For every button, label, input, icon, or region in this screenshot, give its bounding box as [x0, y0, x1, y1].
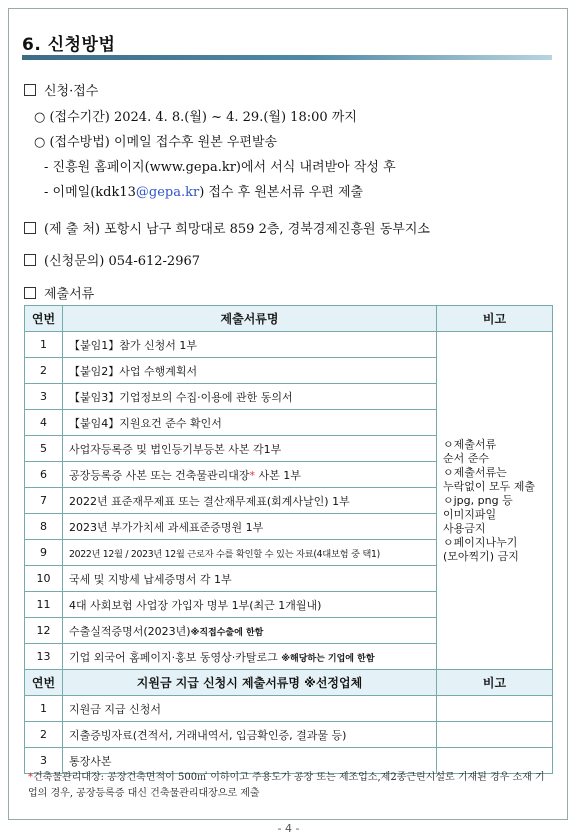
- title-underline-bar: [22, 55, 552, 60]
- note-line: 순서 준수: [443, 451, 490, 465]
- row-name-text: 수출실적증명서(2023년): [69, 624, 191, 638]
- row-note: [437, 722, 553, 748]
- submit-to: [24, 218, 430, 237]
- footnote-marker: *: [28, 772, 33, 783]
- row-remark: ※해당하는 기업에 한함: [281, 653, 375, 664]
- docs-heading-text: 제출서류: [44, 287, 95, 302]
- row-no: 1: [25, 696, 63, 722]
- row-no: 12: [25, 618, 63, 644]
- header-name: 제출서류명: [63, 306, 437, 332]
- table-header: [25, 306, 553, 332]
- note-line: (모아찍기) 금지: [443, 549, 519, 563]
- row-no: 3: [25, 384, 63, 410]
- row-name: 【붙임4】지원요건 준수 확인서: [63, 410, 437, 436]
- apply-heading-text: 신청·접수: [44, 84, 99, 99]
- docs-heading: [24, 283, 94, 302]
- header-no: 연번: [25, 306, 63, 332]
- row-name: [63, 644, 437, 670]
- note-line: ㅇ제출서류: [443, 437, 497, 451]
- row-no: 7: [25, 488, 63, 514]
- table-row: [25, 722, 553, 748]
- row-name: 지출증빙자료(견적서, 거래내역서, 입금확인증, 결과물 등): [63, 722, 437, 748]
- note-line: ㅇjpg, png 등: [443, 493, 513, 507]
- row-name: 사업자등록증 및 법인등기부등본 사본 각1부: [63, 436, 437, 462]
- row-no: 13: [25, 644, 63, 670]
- row-no: 11: [25, 592, 63, 618]
- section-title: 6. 신청방법: [22, 35, 116, 55]
- note-line: ㅇ페이지나누기: [443, 535, 518, 549]
- header-no: 연번: [25, 670, 63, 696]
- footnote: [28, 770, 554, 802]
- page-number: - 4 -: [277, 822, 300, 835]
- footnote-marker: *: [249, 468, 256, 482]
- row-no: 5: [25, 436, 63, 462]
- row-note: [437, 696, 553, 722]
- row-name: 2022년 12월 / 2023년 12월 근로자 수를 확인할 수 있는 자료(4대보험 중 택1): [63, 540, 437, 566]
- row-name: 4대 사회보험 사업장 가입자 명부 1부(최근 1개월내): [63, 592, 437, 618]
- apply-sub1: - 진흥원 홈페이지(www.gepa.kr)에서 서식 내려받아 작성 후: [44, 160, 396, 175]
- row-name: 【붙임1】참가 신청서 1부: [63, 332, 437, 358]
- email-prefix: - 이메일(kdk13: [44, 185, 136, 200]
- submit-to-text: (제 출 처) 포항시 남구 희망대로 859 2층, 경북경제진흥원 동부지소: [44, 222, 430, 237]
- row-no: 10: [25, 566, 63, 592]
- inquiry: [24, 250, 200, 269]
- header-note: 비고: [437, 306, 553, 332]
- row-name: 국세 및 지방세 납세증명서 각 1부: [63, 566, 437, 592]
- row-no: 8: [25, 514, 63, 540]
- row-no: 3: [25, 748, 63, 774]
- checkbox-icon: [24, 222, 36, 234]
- checkbox-icon: [24, 287, 36, 299]
- email-suffix: ) 접수 후 원본서류 우편 제출: [199, 185, 364, 200]
- header-name: 지원금 지급 신청시 제출서류명 ※선정업체: [63, 670, 437, 696]
- footnote-text: 건축물관리대장: 공장건축면적이 500㎡ 이하이고 주용도가 공장 또는 제조업소,제2종근린시설로 기재된 경우 소재 기업의 경우, 공장등록증 대신 건축물관리대장으로 제출: [28, 772, 545, 799]
- row-no: 6: [25, 462, 63, 488]
- row-no: 1: [25, 332, 63, 358]
- row-remark: ※직접수출에 한함: [190, 627, 264, 638]
- row-name: 지원금 지급 신청서: [63, 696, 437, 722]
- row-no: 2: [25, 358, 63, 384]
- note-cell: [437, 332, 553, 670]
- header-note: 비고: [437, 670, 553, 696]
- row-no: 9: [25, 540, 63, 566]
- row-no: 2: [25, 722, 63, 748]
- table-row: [25, 332, 553, 358]
- apply-period: ○ (접수기간) 2024. 4. 8.(월) ~ 4. 29.(월) 18:00 까지: [34, 110, 357, 125]
- row-name: 2023년 부가가치세 과세표준증명원 1부: [63, 514, 437, 540]
- row-name: 통장사본: [63, 748, 437, 774]
- checkbox-icon: [24, 254, 36, 266]
- inquiry-text: (신청문의) 054-612-2967: [44, 254, 201, 269]
- email-domain-link[interactable]: @gepa.kr: [135, 185, 200, 200]
- checkbox-icon: [24, 84, 36, 96]
- row-name: 【붙임2】사업 수행계획서: [63, 358, 437, 384]
- note-line: 이미지파일: [443, 507, 497, 521]
- note-line: 누락없이 모두 제출: [443, 479, 536, 493]
- note-line: ㅇ제출서류는: [443, 465, 507, 479]
- row-name-text: 공장등록증 사본 또는 건축물관리대장: [69, 468, 250, 482]
- table-row: [25, 696, 553, 722]
- row-name-text: 기업 외국어 홈페이지·홍보 동영상·카탈로그: [69, 650, 282, 664]
- row-name: [63, 618, 437, 644]
- note-line: 사용금지: [443, 521, 486, 535]
- row-name: 2022년 표준재무제표 또는 결산재무제표(회계사날인) 1부: [63, 488, 437, 514]
- documents-table: [24, 305, 553, 774]
- row-name: [63, 462, 437, 488]
- apply-sub2: [44, 181, 363, 200]
- row-no: 4: [25, 410, 63, 436]
- apply-method: ○ (접수방법) 이메일 접수후 원본 우편발송: [34, 135, 278, 150]
- row-name: 【붙임3】기업정보의 수집·이용에 관한 동의서: [63, 384, 437, 410]
- apply-heading: [24, 80, 98, 99]
- row-name-suffix: 사본 1부: [255, 468, 301, 482]
- table-header-2: [25, 670, 553, 696]
